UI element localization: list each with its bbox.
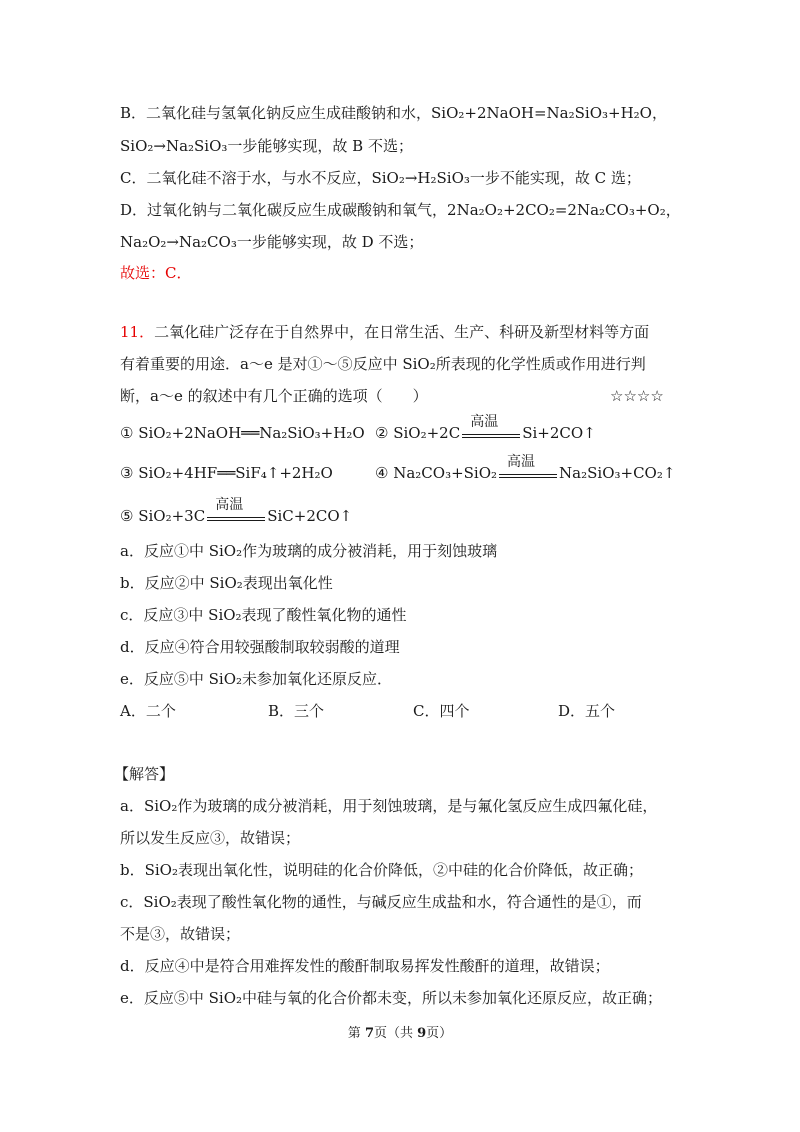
option-c-explanation: C．二氧化硅不溶于水，与水不反应，SiO₂→H₂SiO₃一步不能实现，故 C 选； bbox=[120, 169, 641, 187]
statement-e: e．反应⑤中 SiO₂未参加氧化还原反应． bbox=[120, 670, 393, 688]
solution-e: e．反应⑤中 SiO₂中硅与氧的化合价都未变，所以未参加氧化还原反应，故正确； bbox=[120, 989, 663, 1007]
question-stem-text1: 二氧化硅广泛存在于自然界中，在日常生活、生产、科研及新型材料等方面 bbox=[154, 323, 650, 341]
total-pages: 9 bbox=[417, 1026, 427, 1041]
solution-c-line2: 不是③，故错误； bbox=[120, 925, 241, 943]
page-footer bbox=[0, 1022, 800, 1041]
choice-b: B．三个 bbox=[268, 702, 325, 720]
footer-suffix: 页） bbox=[426, 1026, 453, 1041]
statement-d: d．反应④符合用较强酸制取较弱酸的道理 bbox=[120, 638, 400, 656]
choice-a: A．二个 bbox=[120, 702, 176, 720]
condition-label: 高温 bbox=[470, 414, 499, 430]
solution-heading: 【解答】 bbox=[114, 765, 175, 783]
equation-2-reactants: ② SiO₂+2C bbox=[375, 424, 461, 442]
equation-4 bbox=[375, 454, 676, 484]
equation-5-reactants: ⑤ SiO₂+3C bbox=[120, 507, 206, 525]
option-b-explanation-line2: SiO₂→Na₂SiO₃一步能够实现，故 B 不选； bbox=[120, 137, 413, 155]
equation-2 bbox=[375, 414, 596, 444]
high-temp-condition bbox=[462, 414, 520, 444]
question-number: 11． bbox=[120, 323, 155, 341]
condition-label: 高温 bbox=[507, 454, 536, 470]
option-d-explanation-line2: Na₂O₂→Na₂CO₃一步能够实现，故 D 不选； bbox=[120, 233, 424, 251]
equation-4-reactants: ④ Na₂CO₃+SiO₂ bbox=[375, 464, 498, 482]
option-d-explanation-line1: D．过氧化钠与二氧化碳反应生成碳酸钠和氧气，2Na₂O₂+2CO₂=2Na₂CO₃+O₂， bbox=[120, 201, 681, 219]
equation-2-products: Si+2CO↑ bbox=[522, 424, 596, 442]
equation-3: ③ SiO₂+4HF══SiF₄↑+2H₂O bbox=[120, 464, 333, 482]
statement-b: b．反应②中 SiO₂表现出氧化性 bbox=[120, 574, 333, 592]
option-b-explanation-line1: B．二氧化硅与氢氧化钠反应生成硅酸钠和水，SiO₂+2NaOH=Na₂SiO₃+H₂O， bbox=[120, 104, 667, 122]
footer-prefix: 第 bbox=[347, 1026, 365, 1041]
page-number: 7 bbox=[364, 1026, 374, 1041]
equation-5 bbox=[120, 497, 353, 527]
high-temp-condition bbox=[207, 497, 265, 527]
high-temp-condition bbox=[499, 454, 557, 484]
condition-label: 高温 bbox=[215, 497, 244, 513]
difficulty-stars: ☆☆☆☆ bbox=[610, 387, 664, 405]
footer-middle: 页（共 bbox=[373, 1026, 418, 1041]
solution-a-line1: a．SiO₂作为玻璃的成分被消耗，用于刻蚀玻璃，是与氟化氢反应生成四氟化硅， bbox=[120, 797, 658, 815]
equation-4-products: Na₂SiO₃+CO₂↑ bbox=[559, 464, 676, 482]
answer-line: 故选：C． bbox=[120, 264, 192, 282]
statement-c: c．反应③中 SiO₂表现了酸性氧化物的通性 bbox=[120, 606, 407, 624]
question-stem-line1 bbox=[120, 322, 649, 342]
choice-c: C．四个 bbox=[413, 702, 470, 720]
solution-b: b．SiO₂表现出氧化性，说明硅的化合价降低，②中硅的化合价降低，故正确； bbox=[120, 861, 643, 879]
statement-a: a．反应①中 SiO₂作为玻璃的成分被消耗，用于刻蚀玻璃 bbox=[120, 542, 498, 560]
equation-1: ① SiO₂+2NaOH══Na₂SiO₃+H₂O bbox=[120, 424, 365, 442]
choice-d: D．五个 bbox=[558, 702, 616, 720]
solution-c-line1: c．SiO₂表现了酸性氧化物的通性，与碱反应生成盐和水，符合通性的是①，而 bbox=[120, 893, 642, 911]
question-stem-line3: 断，a～e 的叙述中有几个正确的选项（ ） bbox=[120, 387, 428, 405]
solution-a-line2: 所以发生反应③，故错误； bbox=[120, 829, 301, 847]
equation-5-products: SiC+2CO↑ bbox=[267, 507, 353, 525]
solution-d: d．反应④中是符合用难挥发性的酸酐制取易挥发性酸酐的道理，故错误； bbox=[120, 957, 610, 975]
question-stem-line2: 有着重要的用途．a～e 是对①～⑤反应中 SiO₂所表现的化学性质或作用进行判 bbox=[120, 355, 646, 373]
